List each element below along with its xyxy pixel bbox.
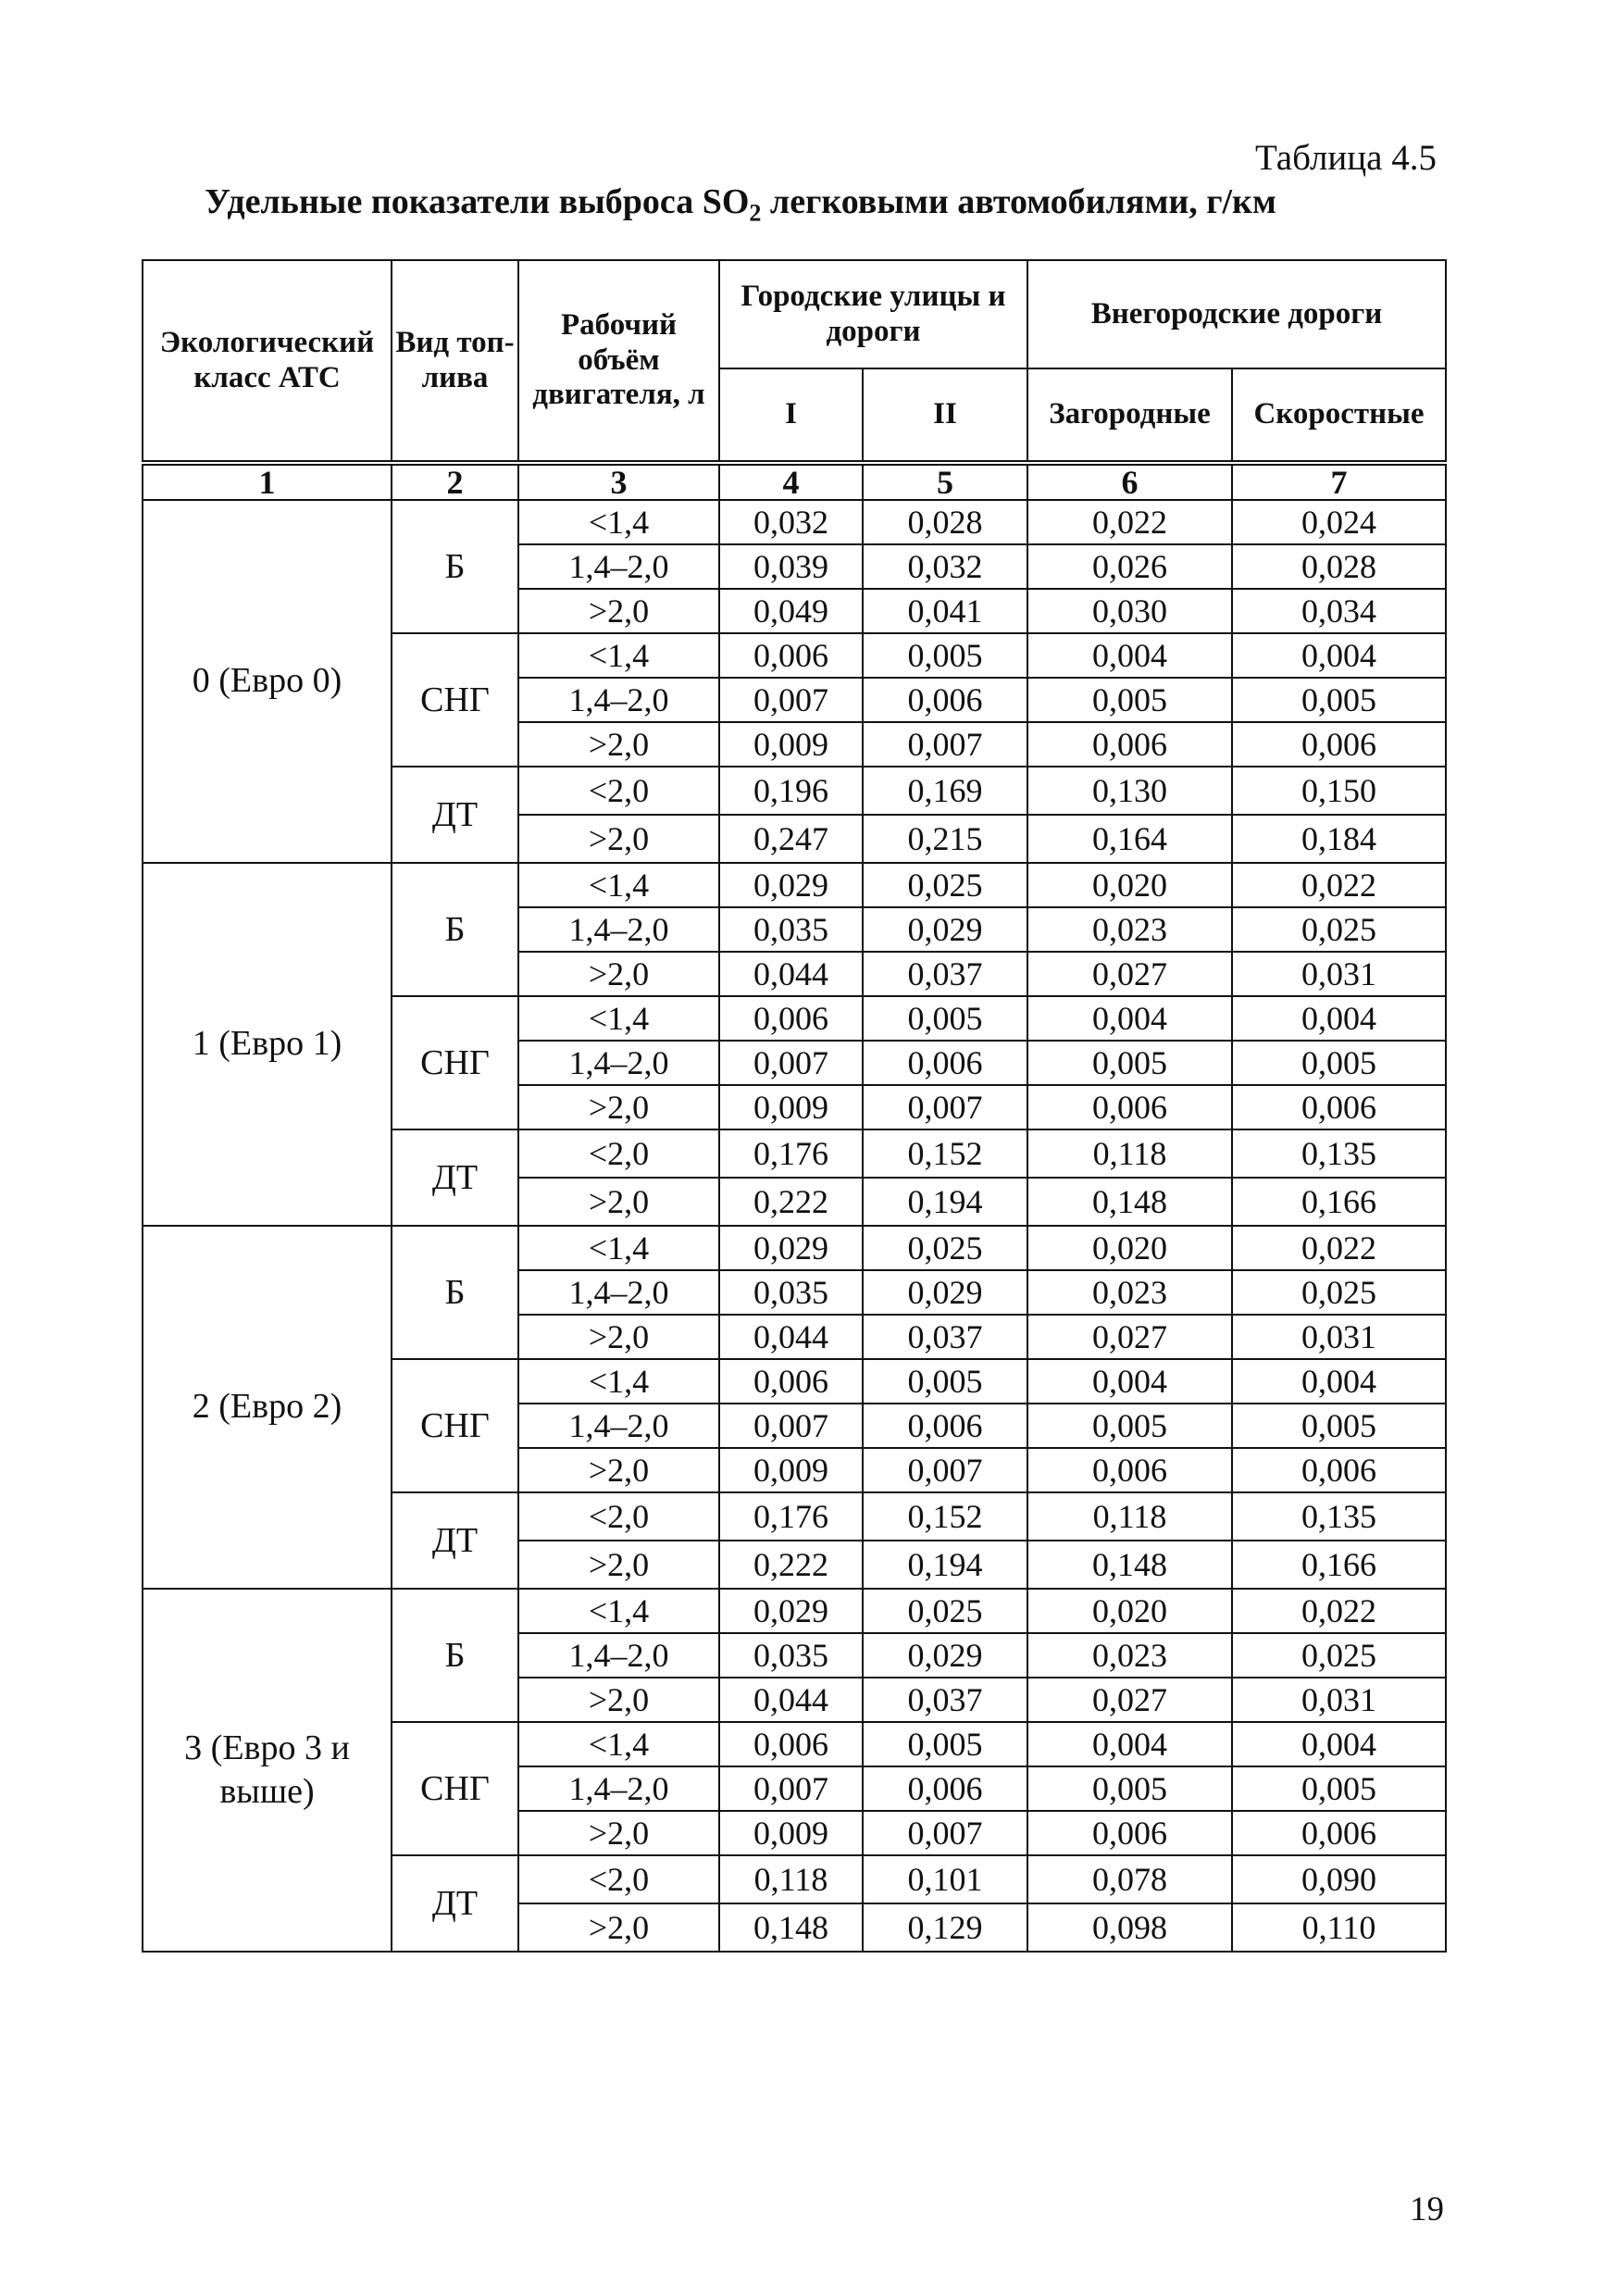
city-2-value: 0,005 [863, 1359, 1027, 1404]
suburban-value: 0,027 [1027, 952, 1232, 996]
highway-value: 0,031 [1232, 952, 1446, 996]
suburban-value: 0,164 [1027, 815, 1232, 863]
table-row [143, 863, 1446, 907]
column-number: 7 [1232, 463, 1446, 500]
city-1-value: 0,006 [719, 1359, 863, 1404]
highway-value: 0,028 [1232, 544, 1446, 589]
city-1-value: 0,029 [719, 1226, 863, 1270]
highway-value: 0,006 [1232, 1811, 1446, 1855]
engine-volume-cell: >2,0 [518, 952, 719, 996]
engine-volume-cell: <1,4 [518, 1589, 719, 1633]
suburban-value: 0,023 [1027, 907, 1232, 952]
suburban-value: 0,005 [1027, 1766, 1232, 1811]
header-fuel: Вид топ-лива [392, 260, 518, 463]
engine-volume-cell: >2,0 [518, 815, 719, 863]
city-1-value: 0,196 [719, 767, 863, 815]
suburban-value: 0,148 [1027, 1541, 1232, 1589]
engine-volume-cell: >2,0 [518, 1678, 719, 1722]
city-1-value: 0,035 [719, 1270, 863, 1315]
city-2-value: 0,041 [863, 589, 1027, 633]
engine-volume-cell: >2,0 [518, 589, 719, 633]
suburban-value: 0,004 [1027, 1722, 1232, 1766]
highway-value: 0,005 [1232, 678, 1446, 722]
fuel-type-cell: СНГ [392, 1722, 518, 1855]
fuel-type-cell: СНГ [392, 1359, 518, 1492]
city-2-value: 0,006 [863, 678, 1027, 722]
city-1-value: 0,222 [719, 1178, 863, 1226]
engine-volume-cell: 1,4–2,0 [518, 1041, 719, 1085]
city-2-value: 0,037 [863, 1678, 1027, 1722]
city-1-value: 0,007 [719, 1041, 863, 1085]
city-2-value: 0,152 [863, 1492, 1027, 1541]
highway-value: 0,022 [1232, 1589, 1446, 1633]
header-highway: Скоростные [1232, 368, 1446, 463]
city-2-value: 0,005 [863, 1722, 1027, 1766]
engine-volume-cell: <1,4 [518, 633, 719, 678]
highway-value: 0,005 [1232, 1766, 1446, 1811]
suburban-value: 0,118 [1027, 1492, 1232, 1541]
column-number: 1 [143, 463, 392, 500]
city-1-value: 0,176 [719, 1492, 863, 1541]
highway-value: 0,006 [1232, 722, 1446, 767]
table-label: Таблица 4.5 [1254, 138, 1437, 178]
suburban-value: 0,078 [1027, 1855, 1232, 1903]
table-row [143, 1226, 1446, 1270]
city-1-value: 0,222 [719, 1541, 863, 1589]
city-2-value: 0,007 [863, 722, 1027, 767]
engine-volume-cell: 1,4–2,0 [518, 1633, 719, 1678]
engine-volume-cell: >2,0 [518, 1315, 719, 1359]
city-2-value: 0,025 [863, 1226, 1027, 1270]
city-2-value: 0,037 [863, 1315, 1027, 1359]
city-2-value: 0,028 [863, 500, 1027, 544]
suburban-value: 0,027 [1027, 1678, 1232, 1722]
emissions-table-body [143, 260, 1446, 1952]
engine-volume-cell: >2,0 [518, 1541, 719, 1589]
city-1-value: 0,009 [719, 1448, 863, 1492]
suburban-value: 0,004 [1027, 1359, 1232, 1404]
city-2-value: 0,006 [863, 1404, 1027, 1448]
highway-value: 0,024 [1232, 500, 1446, 544]
city-2-value: 0,006 [863, 1041, 1027, 1085]
city-2-value: 0,215 [863, 815, 1027, 863]
suburban-value: 0,020 [1027, 1589, 1232, 1633]
column-number: 2 [392, 463, 518, 500]
city-2-value: 0,101 [863, 1855, 1027, 1903]
city-2-value: 0,025 [863, 1589, 1027, 1633]
engine-volume-cell: <2,0 [518, 1492, 719, 1541]
fuel-type-cell: ДТ [392, 1129, 518, 1226]
fuel-type-cell: ДТ [392, 767, 518, 863]
city-1-value: 0,049 [719, 589, 863, 633]
table-row [143, 500, 1446, 544]
city-1-value: 0,118 [719, 1855, 863, 1903]
city-2-value: 0,006 [863, 1766, 1027, 1811]
header-city-category-2: II [863, 368, 1027, 463]
engine-volume-cell: 1,4–2,0 [518, 907, 719, 952]
suburban-value: 0,004 [1027, 633, 1232, 678]
engine-volume-cell: <1,4 [518, 996, 719, 1041]
suburban-value: 0,148 [1027, 1178, 1232, 1226]
engine-volume-cell: >2,0 [518, 1811, 719, 1855]
fuel-type-cell: Б [392, 1226, 518, 1359]
header-eco-class: Экологический класс АТС [143, 260, 392, 463]
highway-value: 0,004 [1232, 1359, 1446, 1404]
city-1-value: 0,039 [719, 544, 863, 589]
header-suburban: Загородные [1027, 368, 1232, 463]
engine-volume-cell: <1,4 [518, 863, 719, 907]
highway-value: 0,025 [1232, 1633, 1446, 1678]
fuel-type-cell: Б [392, 863, 518, 996]
city-2-value: 0,037 [863, 952, 1027, 996]
city-1-value: 0,247 [719, 815, 863, 863]
engine-volume-cell: <1,4 [518, 1722, 719, 1766]
header-engine-volume: Рабочий объём двигателя, л [518, 260, 719, 463]
city-2-value: 0,032 [863, 544, 1027, 589]
highway-value: 0,166 [1232, 1541, 1446, 1589]
city-1-value: 0,148 [719, 1903, 863, 1952]
highway-value: 0,004 [1232, 633, 1446, 678]
suburban-value: 0,006 [1027, 1448, 1232, 1492]
suburban-value: 0,006 [1027, 1811, 1232, 1855]
fuel-type-cell: ДТ [392, 1855, 518, 1952]
city-1-value: 0,176 [719, 1129, 863, 1178]
header-outside-roads: Внегородские дороги [1027, 260, 1446, 368]
highway-value: 0,090 [1232, 1855, 1446, 1903]
highway-value: 0,022 [1232, 1226, 1446, 1270]
city-2-value: 0,169 [863, 767, 1027, 815]
suburban-value: 0,023 [1027, 1633, 1232, 1678]
highway-value: 0,022 [1232, 863, 1446, 907]
fuel-type-cell: Б [392, 500, 518, 633]
highway-value: 0,031 [1232, 1315, 1446, 1359]
suburban-value: 0,005 [1027, 678, 1232, 722]
highway-value: 0,150 [1232, 767, 1446, 815]
eco-class-cell: 0 (Евро 0) [143, 500, 392, 863]
suburban-value: 0,004 [1027, 996, 1232, 1041]
suburban-value: 0,020 [1027, 1226, 1232, 1270]
engine-volume-cell: <1,4 [518, 1359, 719, 1404]
engine-volume-cell: >2,0 [518, 1903, 719, 1952]
city-1-value: 0,035 [719, 1633, 863, 1678]
highway-value: 0,004 [1232, 1722, 1446, 1766]
engine-volume-cell: <1,4 [518, 500, 719, 544]
city-1-value: 0,009 [719, 1085, 863, 1129]
highway-value: 0,006 [1232, 1448, 1446, 1492]
column-number-row [143, 463, 1446, 500]
eco-class-cell: 1 (Евро 1) [143, 863, 392, 1226]
highway-value: 0,135 [1232, 1492, 1446, 1541]
suburban-value: 0,026 [1027, 544, 1232, 589]
engine-volume-cell: 1,4–2,0 [518, 1270, 719, 1315]
city-1-value: 0,029 [719, 1589, 863, 1633]
fuel-type-cell: СНГ [392, 633, 518, 767]
suburban-value: 0,118 [1027, 1129, 1232, 1178]
city-2-value: 0,129 [863, 1903, 1027, 1952]
city-1-value: 0,006 [719, 996, 863, 1041]
suburban-value: 0,022 [1027, 500, 1232, 544]
city-1-value: 0,007 [719, 678, 863, 722]
city-2-value: 0,194 [863, 1178, 1027, 1226]
city-1-value: 0,006 [719, 633, 863, 678]
highway-value: 0,025 [1232, 907, 1446, 952]
table-title [139, 181, 1342, 228]
page-number: 19 [1410, 2190, 1444, 2228]
city-1-value: 0,029 [719, 863, 863, 907]
engine-volume-cell: <2,0 [518, 767, 719, 815]
city-2-value: 0,007 [863, 1811, 1027, 1855]
column-number: 3 [518, 463, 719, 500]
engine-volume-cell: <1,4 [518, 1226, 719, 1270]
engine-volume-cell: 1,4–2,0 [518, 678, 719, 722]
highway-value: 0,110 [1232, 1903, 1446, 1952]
city-1-value: 0,044 [719, 1678, 863, 1722]
city-2-value: 0,025 [863, 863, 1027, 907]
suburban-value: 0,005 [1027, 1404, 1232, 1448]
highway-value: 0,005 [1232, 1404, 1446, 1448]
eco-class-cell: 2 (Евро 2) [143, 1226, 392, 1589]
city-2-value: 0,152 [863, 1129, 1027, 1178]
header-city-category-1: I [719, 368, 863, 463]
city-2-value: 0,007 [863, 1085, 1027, 1129]
city-1-value: 0,006 [719, 1722, 863, 1766]
city-2-value: 0,005 [863, 633, 1027, 678]
suburban-value: 0,005 [1027, 1041, 1232, 1085]
city-1-value: 0,009 [719, 722, 863, 767]
highway-value: 0,006 [1232, 1085, 1446, 1129]
city-2-value: 0,029 [863, 907, 1027, 952]
city-1-value: 0,007 [719, 1404, 863, 1448]
suburban-value: 0,098 [1027, 1903, 1232, 1952]
city-2-value: 0,007 [863, 1448, 1027, 1492]
highway-value: 0,135 [1232, 1129, 1446, 1178]
engine-volume-cell: 1,4–2,0 [518, 1404, 719, 1448]
city-1-value: 0,007 [719, 1766, 863, 1811]
column-number: 4 [719, 463, 863, 500]
suburban-value: 0,030 [1027, 589, 1232, 633]
city-1-value: 0,032 [719, 500, 863, 544]
city-2-value: 0,029 [863, 1633, 1027, 1678]
engine-volume-cell: <2,0 [518, 1855, 719, 1903]
city-2-value: 0,029 [863, 1270, 1027, 1315]
city-1-value: 0,044 [719, 1315, 863, 1359]
table-row [143, 1589, 1446, 1633]
engine-volume-cell: 1,4–2,0 [518, 544, 719, 589]
engine-volume-cell: >2,0 [518, 722, 719, 767]
column-number: 6 [1027, 463, 1232, 500]
engine-volume-cell: >2,0 [518, 1085, 719, 1129]
highway-value: 0,025 [1232, 1270, 1446, 1315]
engine-volume-cell: >2,0 [518, 1178, 719, 1226]
suburban-value: 0,023 [1027, 1270, 1232, 1315]
engine-volume-cell: <2,0 [518, 1129, 719, 1178]
engine-volume-cell: >2,0 [518, 1448, 719, 1492]
emissions-table-container [142, 259, 1445, 1953]
fuel-type-cell: СНГ [392, 996, 518, 1129]
suburban-value: 0,006 [1027, 722, 1232, 767]
highway-value: 0,004 [1232, 996, 1446, 1041]
suburban-value: 0,130 [1027, 767, 1232, 815]
city-1-value: 0,035 [719, 907, 863, 952]
eco-class-cell: 3 (Евро 3 и выше) [143, 1589, 392, 1952]
city-1-value: 0,009 [719, 1811, 863, 1855]
suburban-value: 0,027 [1027, 1315, 1232, 1359]
table-title-start: Удельные показатели выброса SO [205, 182, 750, 221]
emissions-table [142, 259, 1447, 1953]
suburban-value: 0,020 [1027, 863, 1232, 907]
city-2-value: 0,194 [863, 1541, 1027, 1589]
fuel-type-cell: Б [392, 1589, 518, 1722]
engine-volume-cell: 1,4–2,0 [518, 1766, 719, 1811]
highway-value: 0,034 [1232, 589, 1446, 633]
city-2-value: 0,005 [863, 996, 1027, 1041]
city-1-value: 0,044 [719, 952, 863, 996]
highway-value: 0,031 [1232, 1678, 1446, 1722]
header-city-roads: Городские улицы и дороги [719, 260, 1027, 368]
header-row [143, 260, 1446, 368]
table-title-end: легковыми автомобилями, г/км [761, 182, 1276, 221]
table-title-subscript: 2 [749, 199, 762, 227]
suburban-value: 0,006 [1027, 1085, 1232, 1129]
highway-value: 0,184 [1232, 815, 1446, 863]
highway-value: 0,166 [1232, 1178, 1446, 1226]
highway-value: 0,005 [1232, 1041, 1446, 1085]
column-number: 5 [863, 463, 1027, 500]
fuel-type-cell: ДТ [392, 1492, 518, 1589]
